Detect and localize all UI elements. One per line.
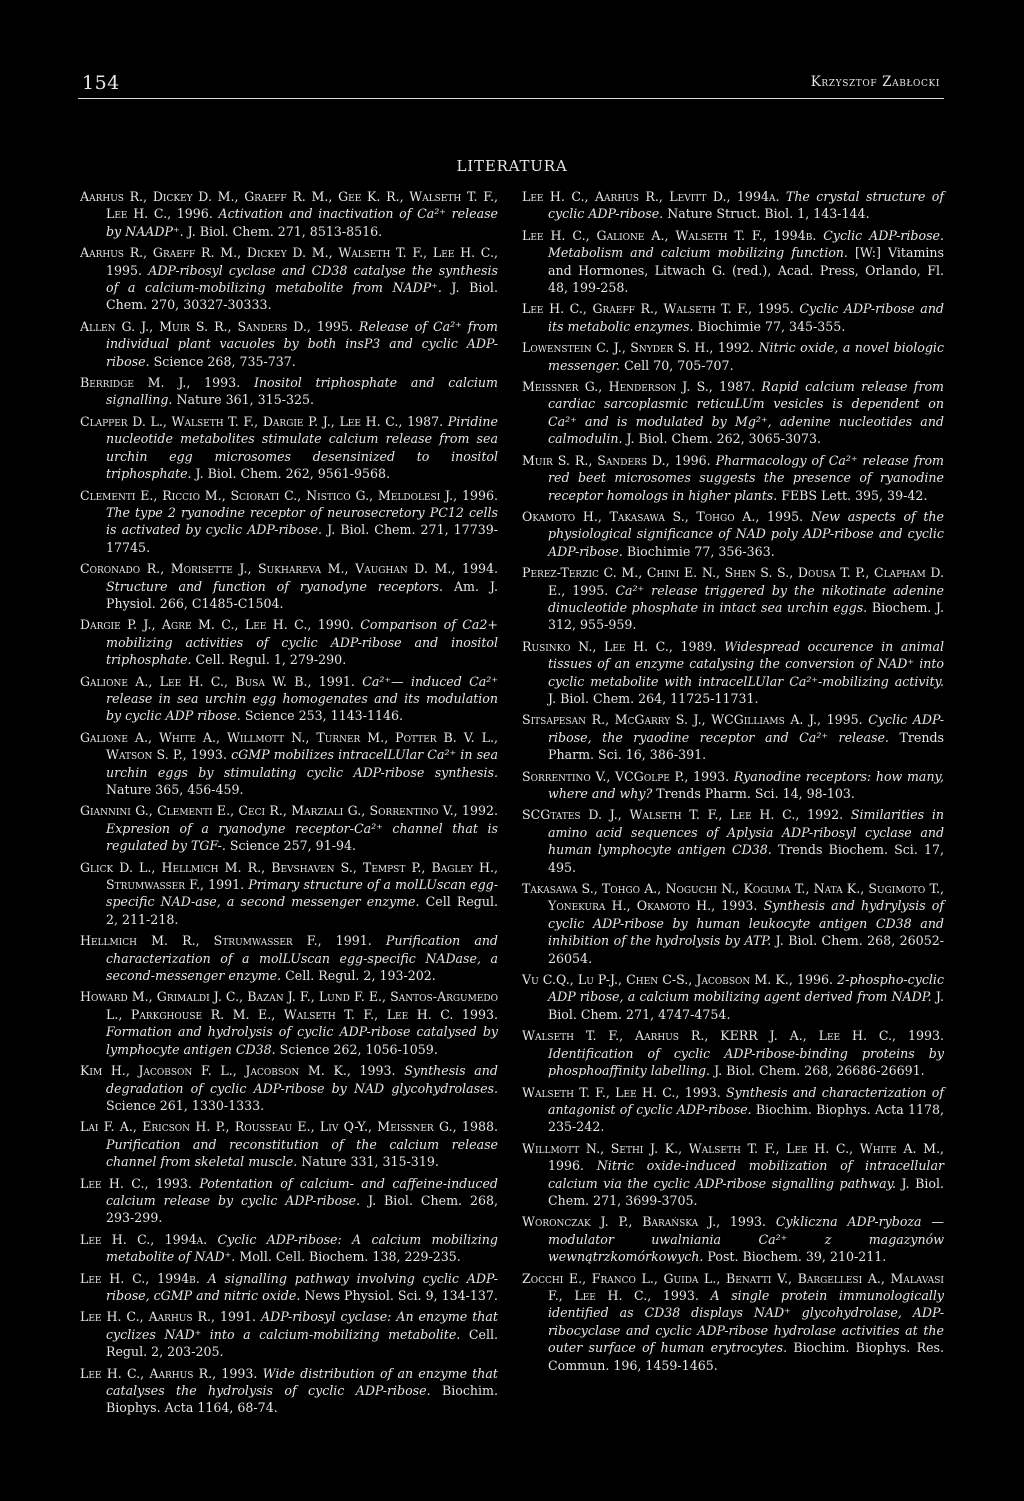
reference-entry	[80, 487, 498, 557]
reference-entry	[522, 1084, 944, 1136]
reference-title: 2-phospho-cyclic ADP ribose, a calcium mobilizing agent derived from NADP.	[548, 972, 944, 1005]
reference-entry	[80, 802, 498, 854]
reference-source: J. Biol. Chem. 268, 26686-26691.	[714, 1063, 925, 1079]
reference-entry	[80, 1118, 498, 1170]
reference-source: Biochimie 77, 356-363.	[626, 543, 775, 559]
reference-entry	[80, 188, 498, 240]
reference-entry	[80, 988, 498, 1058]
reference-authors: Lowenstein C. J., Snyder S. H., 1992.	[522, 340, 754, 356]
reference-entry	[80, 729, 498, 799]
reference-title: cGMP mobilizes intracelLUlar Ca²⁺ in sea urchin eggs by stimulating cyclic ADP-ribose synthesis.	[106, 747, 498, 780]
reference-source: Trends Pharm. Sci. 14, 98-103.	[656, 786, 855, 801]
reference-authors: SCGtates D. J., Walseth T. F., Lee H. C., 1992.	[522, 807, 844, 823]
reference-title: Wide distribution of an enzyme that catalyses the hydrolysis of cyclic ADP-ribose.	[106, 1365, 498, 1398]
reference-authors: Galione A., White A., Willmott N., Turner M., Potter B. V. L., Watson S. P., 1993.	[80, 729, 498, 763]
reference-source: Biochem. J. 312, 955-959.	[548, 599, 944, 633]
reference-title: Cyclic ADP-ribose and its metabolic enzymes.	[548, 301, 944, 334]
reference-entry	[522, 564, 944, 634]
reference-title: ADP-ribosyl cyclase and CD38 catalyse the synthesis of a calcium-mobilizing metabolite from NADP⁺.	[106, 262, 498, 296]
reference-entry	[522, 508, 944, 560]
reference-entry	[80, 932, 498, 984]
reference-title: Similarities in amino acid sequences of Aplysia ADP-ribosyl cyclase and human lymphocyte antigen CD38.	[548, 807, 944, 858]
reference-authors: Lee H. C., Galione A., Walseth T. F., 1994b.	[522, 227, 817, 243]
reference-column-right	[522, 188, 944, 1378]
reference-source: J. Biol. Chem. 271, 4747-4754.	[548, 989, 944, 1022]
reference-authors: Lee H. C., 1994b.	[80, 1270, 200, 1286]
reference-entry	[522, 1027, 944, 1079]
reference-authors: Lee H. C., Aarhus R., Levitt D., 1994a.	[522, 189, 780, 204]
reference-entry	[80, 374, 498, 409]
reference-entry	[80, 859, 498, 929]
reference-authors: Clementi E., Riccio M., Sciorati C., Nistico G., Meldolesi J., 1996.	[80, 487, 498, 503]
reference-title: Ca²⁺— induced Ca²⁺ release in sea urchin egg homogenates and its modulation by cyclic ADP ribose.	[106, 673, 498, 724]
reference-title: A signalling pathway involving cyclic ADP-ribose, cGMP and nitric oxide.	[106, 1270, 498, 1303]
reference-title: Cyclic ADP-ribose, the ryaodine receptor and Ca²⁺ release.	[548, 712, 944, 745]
reference-title: Cyclic ADP-ribose: A calcium mobilizing metabolite of NAD⁺.	[106, 1231, 498, 1265]
reference-entry	[80, 1175, 498, 1227]
reference-authors: Kim H., Jacobson F. L., Jacobson M. K., 1993.	[80, 1063, 396, 1079]
reference-authors: Aarhus R., Graeff R. M., Dickey D. M., Walseth T. F., Lee H. C., 1995.	[80, 245, 498, 278]
reference-authors: Takasawa S., Tohgo A., Noguchi N., Koguma T., Nata K., Sugimoto T., Yonekura H., Okamoto H., 1993.	[522, 881, 944, 914]
reference-source: Biochim. Biophys. Res. Commun. 196, 1459-1465.	[548, 1340, 944, 1373]
reference-source: J. Biol. Chem. 262, 3065-3073.	[626, 431, 822, 447]
reference-source: Biochim. Biophys. Acta 1164, 68-74.	[106, 1383, 498, 1416]
reference-entry	[80, 1062, 498, 1114]
reference-authors: Allen G. J., Muir S. R., Sanders D., 1995.	[80, 318, 353, 334]
reference-source: Science 253, 1143-1146.	[244, 708, 403, 724]
reference-entry	[80, 616, 498, 668]
reference-source: J. Biol. Chem. 270, 30327-30333.	[106, 280, 498, 313]
reference-source: Nature 331, 315-319.	[301, 1154, 439, 1170]
reference-entry	[80, 560, 498, 612]
reference-authors: Lee H. C., Aarhus R., 1991.	[80, 1309, 257, 1325]
reference-title: Comparison of Ca2+ mobilizing activities of cyclic ADP-ribose and inositol triphosphate.	[106, 617, 498, 668]
reference-entry	[80, 318, 498, 370]
reference-entry	[522, 452, 944, 504]
reference-authors: Meissner G., Henderson J. S., 1987.	[522, 379, 756, 395]
reference-title: Cyclic ADP-ribose. Metabolism and calcium mobilizing function.	[548, 227, 944, 261]
reference-source: Science 262, 1056-1059.	[279, 1041, 438, 1057]
reference-authors: Coronado R., Morisette J., Sukhareva M., Vaughan D. M., 1994.	[80, 561, 498, 577]
reference-authors: Howard M., Grimaldi J. C., Bazan J. F., Lund F. E., Santos-Argumedo L., Parkghouse R. M. E., Walseth T. F., Lee H. C. 1993.	[80, 989, 498, 1022]
reference-entry	[80, 1308, 498, 1360]
reference-source: Moll. Cell. Biochem. 138, 229-235.	[239, 1249, 461, 1265]
reference-entry	[522, 1270, 944, 1374]
reference-authors: Dargie P. J., Agre M. C., Lee H. C., 1990.	[80, 617, 354, 633]
reference-authors: Berridge M. J., 1993.	[80, 375, 241, 391]
reference-title: A single protein immunologically identified as CD38 displays NAD⁺ glycohydrolase, ADP-ribocyclase and cyclic ADP-ribose hydrolase activities at the outer surface of human erytrocytes.	[548, 1287, 945, 1356]
running-head: Krzysztof Zabłocki	[810, 74, 940, 90]
reference-title: Inositol triphosphate and calcium signalling.	[106, 375, 498, 408]
page-header	[78, 70, 944, 99]
reference-authors: Lee H. C., Graeff R., Walseth T. F., 1995.	[522, 301, 794, 317]
reference-source: J. Biol. Chem. 271, 8513-8516.	[187, 223, 383, 239]
reference-authors: Hellmich M. R., Strumwasser F., 1991.	[80, 933, 372, 949]
reference-source: FEBS Lett. 395, 39-42.	[781, 487, 928, 503]
reference-title: Synthesis and hydrylysis of cyclic ADP-ribose by human leukocyte antigen CD38 and inhibition of the hydrolysis by ATP.	[548, 898, 945, 949]
reference-authors: Sitsapesan R., McGarry S. J., WCGilliams A. J., 1995.	[522, 712, 863, 728]
reference-entry	[522, 768, 944, 803]
reference-authors: Galione A., Lee H. C., Busa W. B., 1991.	[80, 673, 355, 689]
reference-title: The type 2 ryanodine receptor of neurosecretory PC12 cells is activated by cyclic ADP-ribose.	[106, 504, 498, 538]
reference-source: Cell. Regul. 1, 279-290.	[195, 652, 347, 668]
reference-title: Structure and function of ryanodyne receptors.	[106, 578, 444, 594]
reference-authors: Lee H. C., 1993.	[80, 1175, 192, 1191]
reference-source: Science 257, 91-94.	[229, 838, 356, 854]
reference-title: ADP-ribosyl cyclase: An enzyme that cyclizes NAD⁺ into a calcium-mobilizing metabolite.	[106, 1309, 498, 1342]
reference-entry	[522, 227, 944, 297]
reference-source: Trends Pharm. Sci. 16, 386-391.	[548, 729, 944, 763]
reference-title: Synthesis and characterization of antagonist of cyclic ADP-ribose.	[548, 1084, 944, 1117]
reference-authors: Perez-Terzic C. M., Chini E. N., Shen S. S., Dousa T. P., Clapham D. E., 1995.	[522, 565, 944, 598]
reference-source: [W:] Vitamins and Hormones, Litwach G. (red.), Acad. Press, Orlando, Fl. 48, 199-258.	[548, 245, 944, 296]
reference-title: Widespread occurence in animal tissues of an enzyme catalysing the conversion of NAD⁺ into cyclic metabolite with intracelLUlar Ca²⁺-mobilizing activity.	[548, 638, 944, 689]
reference-title: Piridine nucleotide metabolites stimulate calcium release from sea urchin egg microsomes desensinized to inositol triphosphate.	[106, 413, 498, 482]
reference-entry	[522, 971, 944, 1023]
reference-source: J. Biol. Chem. 264, 11725-11731.	[548, 690, 759, 706]
reference-title: Release of Ca²⁺ from individual plant vacuoles by both insP3 and cyclic ADP-ribose.	[106, 318, 498, 369]
reference-title: Nitric oxide-induced mobilization of intracellular calcium via the cyclic ADP-ribose signalling pathway.	[548, 1158, 944, 1191]
reference-title: Cykliczna ADP-ryboza — modulator uwalniania Ca²⁺ z magazynów wewnątrzkomórkowych.	[548, 1214, 944, 1265]
reference-entry	[522, 711, 944, 763]
reference-source: Cell 70, 705-707.	[624, 357, 734, 373]
reference-authors: Zocchi E., Franco L., Guida L., Benatti V., Bargellesi A., Malavasi F., Lee H. C., 1993.	[522, 1270, 944, 1303]
reference-entry	[80, 1231, 498, 1266]
reference-source: Nature 365, 456-459.	[106, 782, 244, 797]
reference-source: J. Biol. Chem. 271, 3699-3705.	[548, 1175, 944, 1208]
reference-authors: Rusinko N., Lee H. C., 1989.	[522, 638, 717, 654]
reference-title: Nitric oxide, a novel biologic messenger.	[548, 340, 944, 373]
reference-authors: Woronczak J. P., Barańska J., 1993.	[522, 1214, 766, 1230]
reference-authors: Glick D. L., Hellmich M. R., Bevshaven S., Tempst P., Bagley H., Strumwasser F., 1991.	[80, 859, 498, 893]
reference-title: Rapid calcium release from cardiac sarcoplasmic reticuLUm vesicles is dependent on Ca²⁺ and is modulated by Mg²⁺, adenine nucleotides and calmodulin.	[548, 379, 944, 447]
reference-title: The crystal structure of cyclic ADP-ribose.	[548, 189, 945, 222]
reference-entry	[522, 880, 944, 967]
reference-source: Am. J. Physiol. 266, C1485-C1504.	[106, 578, 498, 611]
reference-source: Nature Struct. Biol. 1, 143-144.	[667, 206, 870, 222]
reference-entry	[80, 673, 498, 725]
reference-authors: Vu C.Q., Lu P-J., Chen C-S., Jacobson M. K., 1996.	[522, 972, 834, 988]
reference-authors: Sorrentino V., VCGolpe P., 1993.	[522, 768, 730, 784]
reference-source: Post. Biochem. 39, 210-211.	[707, 1249, 887, 1265]
reference-column-left	[80, 188, 498, 1421]
reference-title: Primary structure of a molLUscan egg-specific NAD-ase, a second messenger enzyme.	[106, 877, 498, 910]
reference-title: Activation and inactivation of Ca²⁺ release by NAADP⁺.	[106, 206, 498, 239]
reference-entry	[522, 188, 944, 223]
reference-source: Cell Regul. 2, 211-218.	[106, 894, 498, 927]
reference-authors: Walseth T. F., Lee H. C., 1993.	[522, 1084, 721, 1100]
reference-source: J. Biol. Chem. 268, 293-299.	[106, 1192, 498, 1226]
section-title: LITERATURA	[456, 157, 568, 175]
reference-entry	[522, 1213, 944, 1265]
reference-authors: Clapper D. L., Walseth T. F., Dargie P. J., Lee H. C., 1987.	[80, 413, 444, 429]
reference-title: Ryanodine receptors: how many, where and why?	[548, 768, 944, 801]
reference-title: Purification and characterization of a molLUscan egg-specific NADase, a second-messenger enzyme.	[106, 933, 498, 984]
reference-entry	[522, 1140, 944, 1210]
reference-source: Cell. Regul. 2, 203-205.	[106, 1326, 499, 1360]
reference-source: News Physiol. Sci. 9, 134-137.	[304, 1287, 498, 1303]
reference-title: Purification and reconstitution of the calcium release channel from skeletal muscle.	[106, 1136, 498, 1170]
reference-entry	[522, 806, 944, 876]
reference-authors: Lai F. A., Ericson H. P., Rousseau E., Liv Q-Y., Meissner G., 1988.	[80, 1119, 498, 1135]
reference-entry	[522, 339, 944, 374]
reference-source: Cell. Regul. 2, 193-202.	[285, 968, 436, 984]
reference-source: Trends Biochem. Sci. 17, 495.	[548, 842, 944, 875]
reference-source: J. Biol. Chem. 262, 9561-9568.	[195, 466, 391, 482]
reference-authors: Walseth T. F., Aarhus R., KERR J. A., Lee H. C., 1993.	[522, 1028, 944, 1044]
reference-source: Nature 361, 315-325.	[176, 392, 315, 408]
reference-authors: Lee H. C., Aarhus R., 1993.	[80, 1365, 258, 1381]
reference-authors: Willmott N., Sethi J. K., Walseth T. F., Lee H. C., White A. M., 1996.	[522, 1140, 944, 1174]
reference-source: Science 261, 1330-1333.	[106, 1097, 265, 1113]
reference-entry	[522, 300, 944, 335]
reference-authors: Muir S. R., Sanders D., 1996.	[522, 452, 711, 468]
page-number: 154	[82, 72, 120, 94]
reference-title: Ca²⁺ release triggered by the nikotinate adenine dinucleotide phosphate in intact sea urchin eggs.	[548, 582, 944, 615]
reference-authors: Giannini G., Clementi E., Ceci R., Marziali G., Sorrentino V., 1992.	[80, 803, 498, 819]
reference-source: Biochimie 77, 345-355.	[697, 318, 846, 334]
reference-source: Science 268, 735-737.	[153, 353, 296, 369]
reference-title: Formation and hydrolysis of cyclic ADP-ribose catalysed by lymphocyte antigen CD38.	[106, 1024, 498, 1057]
reference-entry	[522, 638, 944, 708]
reference-title: Expresion of a ryanodyne receptor-Ca²⁺ channel that is regulated by TGF-.	[106, 820, 498, 854]
reference-title: Pharmacology of Ca²⁺ release from red beet microsomes suggests the presence of ryanodine receptor homologs in higher plants.	[548, 452, 944, 503]
reference-authors: Aarhus R., Dickey D. M., Graeff R. M., Gee K. R., Walseth T. F., Lee H. C., 1996.	[80, 189, 498, 222]
reference-title: New aspects of the physiological significance of NAD poly ADP-ribose and cyclic ADP-ribose.	[548, 508, 944, 559]
reference-title: Synthesis and degradation of cyclic ADP-ribose by NAD glycohydrolases.	[106, 1063, 498, 1096]
reference-entry	[80, 244, 498, 314]
reference-title: Identification of cyclic ADP-ribose-binding proteins by phosphoaffinity labelling.	[548, 1045, 944, 1079]
reference-title: Potentation of calcium- and caffeine-induced calcium release by cyclic ADP-ribose.	[106, 1175, 498, 1208]
reference-entry	[80, 1365, 498, 1417]
reference-entry	[80, 413, 498, 483]
reference-entry	[522, 378, 944, 448]
reference-entry	[80, 1270, 498, 1305]
reference-source: J. Biol. Chem. 271, 17739-17745.	[106, 522, 498, 555]
reference-source: Biochim. Biophys. Acta 1178, 235-242.	[548, 1101, 945, 1135]
reference-authors: Okamoto H., Takasawa S., Tohgo A., 1995.	[522, 508, 804, 524]
reference-authors: Lee H. C., 1994a.	[80, 1231, 208, 1247]
reference-source: J. Biol. Chem. 268, 26052-26054.	[548, 933, 944, 966]
